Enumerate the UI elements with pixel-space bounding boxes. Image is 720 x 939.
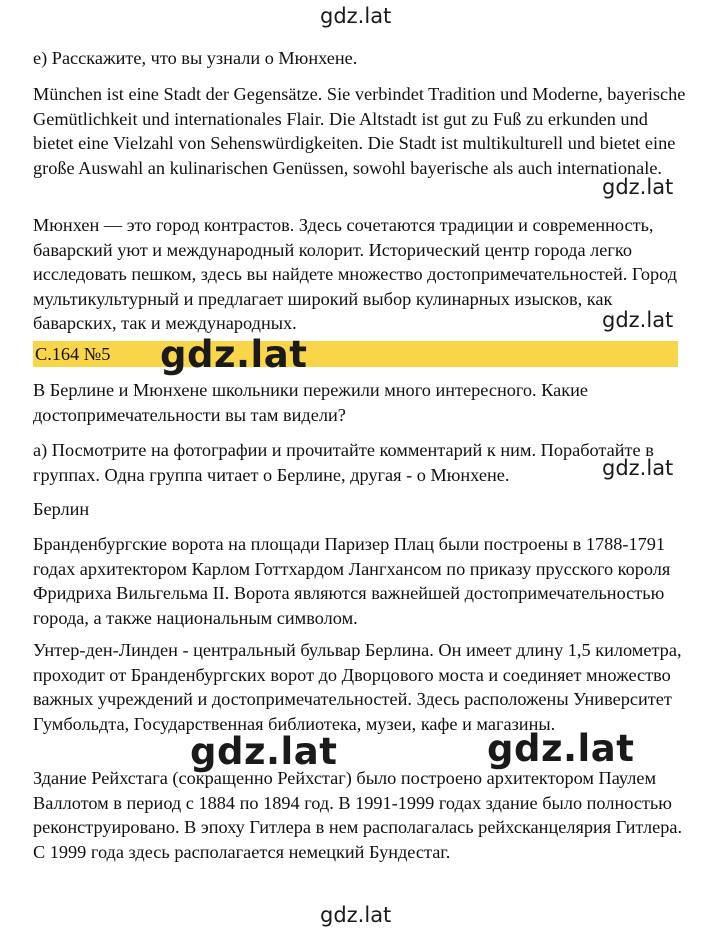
berlin-heading: Берлин [33,499,90,519]
brandenburg-gate-text: Бранденбургские ворота на площади Паризер Плац были построены в 1788-1791 годах архитектором Карлом Готтхардом Лангхансом по приказу прусского короля Фридриха Вильгельма II. Ворота являются важнейшей достопримечательностью города, а также национальным символом. [33,534,671,628]
watermark-section: gdz.lat [160,333,308,376]
reichstag-text: Здание Рейхстага (сокращенно Рейхстаг) было построено архитектором Паулем Валлотом в период с 1884 по 1894 год. В 1991-1999 годах здание было полностью реконструировано. В эпоху Гитлера в нем располагалась рейхсканцелярия Гитлера. С 1999 года здесь располагается немецкий Бундестаг. [33,768,683,862]
russian-munich-text: Мюнхен — это город контрастов. Здесь сочетаются традиции и современность, баварский уют и международный колорит. Исторический центр города легко исследовать пешком, здесь вы найдете множество достопримечательностей. Город мультикультурный и предлагает широкий выбор кулинарных изысков, как баварских, так и международных. [33,215,678,333]
watermark-right-3: gdz.lat [602,456,674,480]
watermark-right-1: gdz.lat [602,175,674,199]
watermark-mid-right: gdz.lat [487,727,635,770]
task-e-heading: е) Расскажите, что вы узнали о Мюнхене. [33,48,358,68]
section-title: С.164 №5 [35,344,111,364]
task-a-text: а) Посмотрите на фотографии и прочитайте комментарий к ним. Поработайте в группах. Одна группа читает о Берлине, другая - о Мюнхене. [33,440,654,485]
watermark-mid-left: gdz.lat [190,730,338,773]
watermark-right-2: gdz.lat [602,308,674,332]
german-munich-text: München ist eine Stadt der Gegensätze. Sie verbindet Tradition und Moderne, bayerische Gemütlichkeit und internationales Flair. Die Altstadt ist gut zu Fuß zu erkunden und bietet eine Vielzahl von Sehenswürdigkeiten. Die Stadt ist multikulturell und bietet eine große Auswahl an kulinarischen Genüssen, sowohl bayerische als auch internationale. [33,84,686,178]
section-highlight-bar [33,341,678,367]
watermark-bottom: gdz.lat [320,903,392,927]
unter-den-linden-text: Унтер-ден-Линден - центральный бульвар Берлина. Он имеет длину 1,5 километра, проходит от Бранденбургских ворот до Дворцового моста и соединяет множество важных учреждений и достопримечательностей. Здесь расположены Университет Гумбольдта, Государственная библиотека, музеи, кафе и магазины. [33,640,682,734]
watermark-top: gdz.lat [320,4,392,28]
task-intro-text: В Берлине и Мюнхене школьники пережили много интересного. Какие достопримечательности вы там видели? [33,380,589,425]
